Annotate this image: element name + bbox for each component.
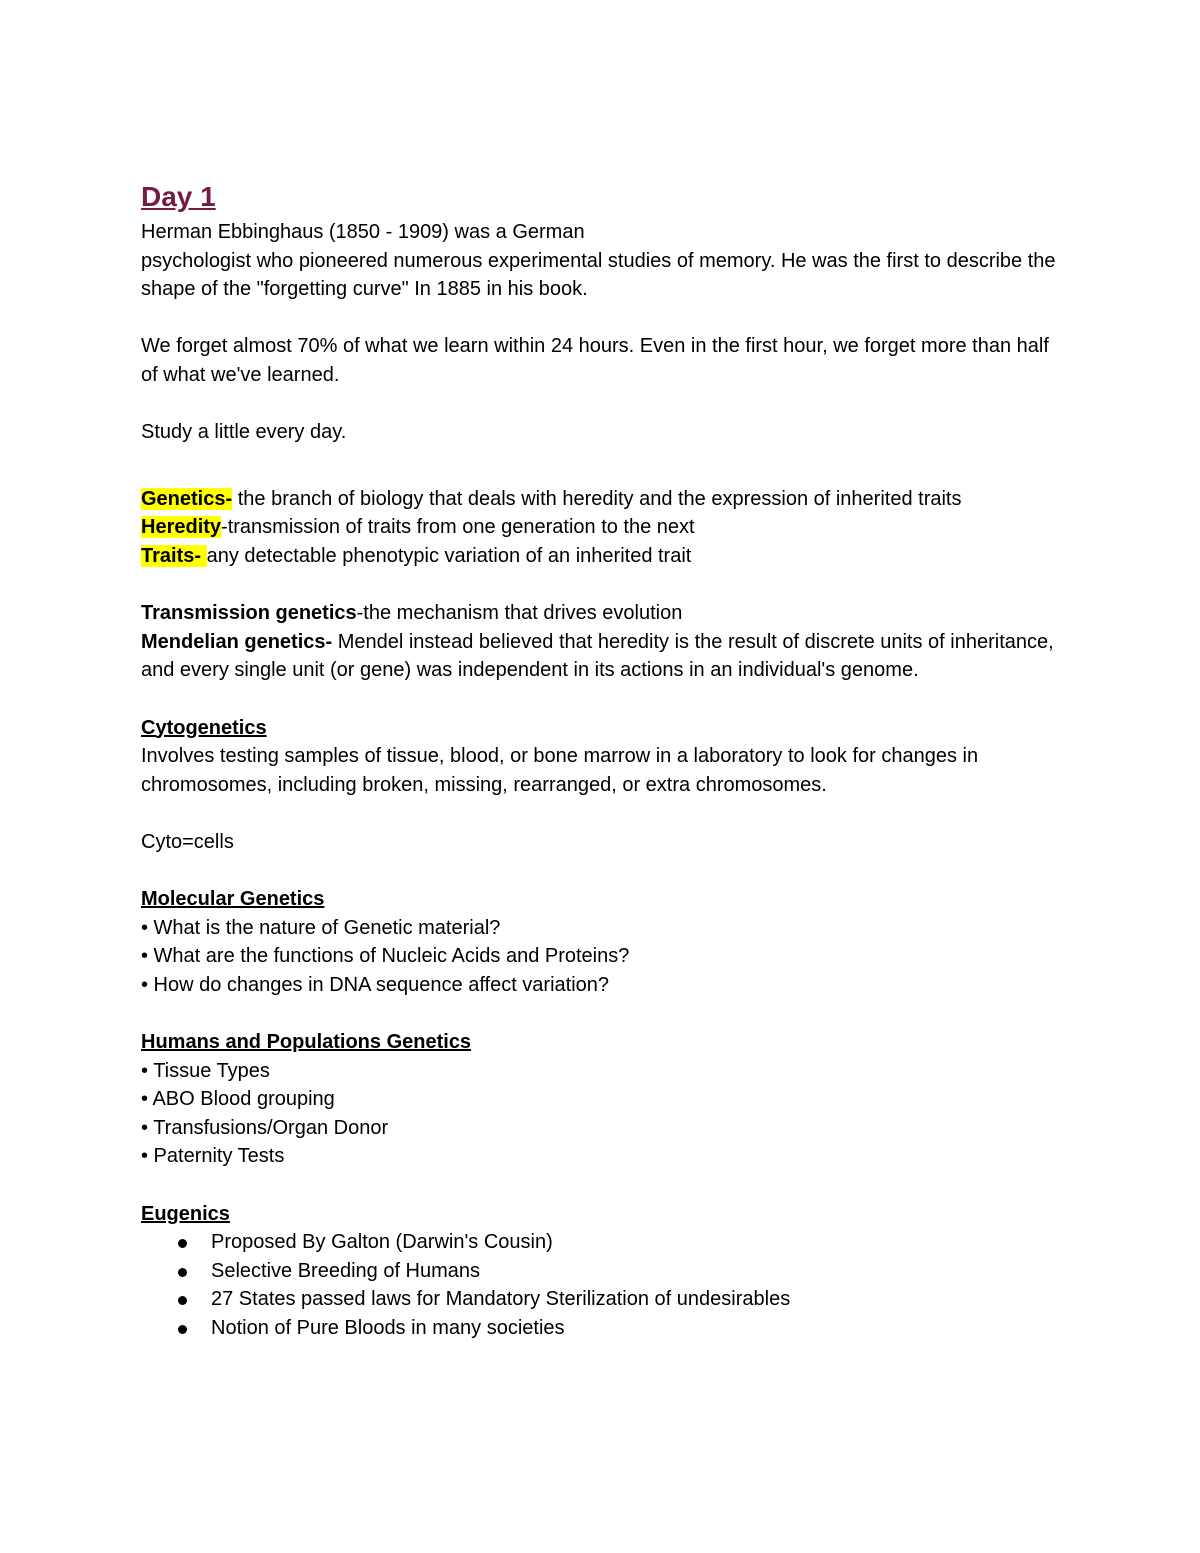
- spacer: [141, 304, 1061, 333]
- study-paragraph: Study a little every day.: [141, 421, 347, 444]
- list-item: [141, 1314, 1061, 1343]
- definition-term: Traits-: [141, 544, 207, 567]
- spacer: [141, 856, 1061, 885]
- page-title: Day 1: [141, 181, 216, 212]
- bullet-icon: [178, 1296, 187, 1305]
- spacer: [141, 999, 1061, 1028]
- list-item-text: 27 States passed laws for Mandatory Sterilization of undesirables: [211, 1288, 791, 1311]
- list-item: • ABO Blood grouping: [141, 1088, 335, 1111]
- mendelian-genetics: [141, 628, 1061, 685]
- spacer: [141, 1171, 1061, 1200]
- list-item: • How do changes in DNA sequence affect variation?: [141, 973, 610, 996]
- definition-heredity: [141, 513, 1061, 542]
- list-item: • What are the functions of Nucleic Acids and Proteins?: [141, 945, 630, 968]
- spacer: [141, 447, 1061, 485]
- cytogenetics-heading: Cytogenetics: [141, 716, 267, 739]
- bullet-icon: [178, 1268, 187, 1277]
- mendelian-text: Mendel instead believed that heredity is the result of discrete units of inheritance, and every single unit (or gene) was independent in its actions in an individual's genome.: [141, 630, 1054, 682]
- humans-list: [141, 1057, 1061, 1171]
- definition-term: Genetics-: [141, 487, 233, 510]
- document-page: [141, 178, 1061, 1343]
- transmission-term: Transmission genetics: [141, 602, 357, 625]
- mendelian-term: Mendelian genetics-: [141, 630, 333, 653]
- cytogenetics-note: Cyto=cells: [141, 830, 234, 853]
- definition-genetics: [141, 485, 1061, 514]
- list-item: • Paternity Tests: [141, 1145, 285, 1168]
- list-item-text: Notion of Pure Bloods in many societies: [211, 1316, 565, 1339]
- list-item: • Transfusions/Organ Donor: [141, 1116, 389, 1139]
- definition-text: any detectable phenotypic variation of an inherited trait: [206, 544, 692, 567]
- list-item-text: Proposed By Galton (Darwin's Cousin): [211, 1231, 553, 1254]
- definition-text: -transmission of traits from one generation to the next: [221, 516, 695, 539]
- eugenics-heading: Eugenics: [141, 1202, 230, 1225]
- transmission-text: -the mechanism that drives evolution: [356, 602, 683, 625]
- list-item-text: Selective Breeding of Humans: [211, 1259, 481, 1282]
- transmission-genetics: [141, 599, 1061, 628]
- molecular-list: [141, 914, 1061, 1000]
- definition-term: Heredity: [141, 516, 222, 539]
- spacer: [141, 799, 1061, 828]
- list-item: [141, 1228, 1061, 1257]
- list-item: [141, 1285, 1061, 1314]
- bullet-icon: [178, 1239, 187, 1248]
- intro-line-1: Herman Ebbinghaus (1850 - 1909) was a German: [141, 221, 585, 243]
- spacer: [141, 390, 1061, 419]
- intro-line-2: psychologist who pioneered numerous experimental studies of memory. He was the first to describe the shape of the "forgetting curve" In 1885 in his book.: [141, 249, 1056, 301]
- bullet-icon: [178, 1325, 187, 1334]
- humans-heading: Humans and Populations Genetics: [141, 1031, 472, 1054]
- definition-traits: [141, 542, 1061, 571]
- list-item: • Tissue Types: [141, 1059, 270, 1082]
- definition-text: the branch of biology that deals with heredity and the expression of inherited traits: [232, 487, 962, 510]
- list-item: • What is the nature of Genetic material?: [141, 916, 501, 939]
- spacer: [141, 685, 1061, 714]
- list-item: [141, 1257, 1061, 1286]
- cytogenetics-text: Involves testing samples of tissue, blood, or bone marrow in a laboratory to look for changes in chromosomes, including broken, missing, rearranged, or extra chromosomes.: [141, 745, 979, 796]
- molecular-heading: Molecular Genetics: [141, 888, 325, 911]
- eugenics-list: [141, 1228, 1061, 1342]
- forget-paragraph: We forget almost 70% of what we learn within 24 hours. Even in the first hour, we forget more than half of what we've learned.: [141, 335, 1049, 386]
- spacer: [141, 571, 1061, 600]
